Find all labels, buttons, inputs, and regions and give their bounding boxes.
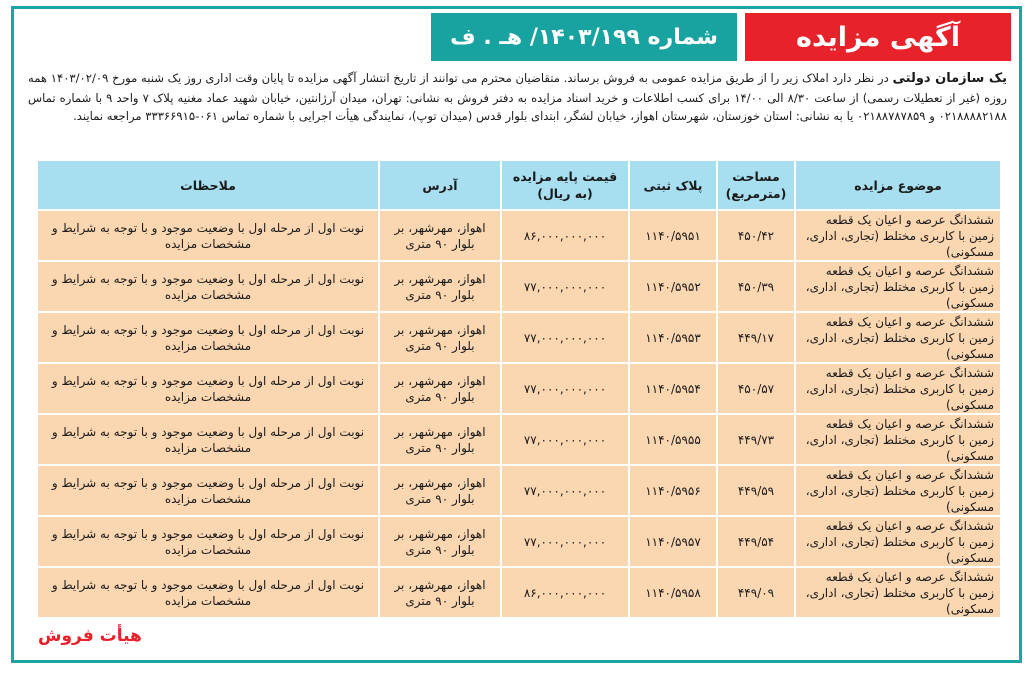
cell-area: ۴۵۰/۳۹ bbox=[718, 262, 794, 311]
cell-price: ۷۷,۰۰۰,۰۰۰,۰۰۰ bbox=[502, 364, 628, 413]
cell-plaque: ۱۱۴۰/۵۹۵۳ bbox=[630, 313, 716, 362]
cell-notes: نوبت اول از مرحله اول با وضعیت موجود و با توجه به شرایط و مشخصات مزایده bbox=[38, 466, 378, 515]
cell-subject: ششدانگ عرصه و اعیان یک قطعه زمین با کاربری مختلط (تجاری، اداری، مسکونی) bbox=[796, 313, 1000, 362]
cell-plaque: ۱۱۴۰/۵۹۵۲ bbox=[630, 262, 716, 311]
cell-plaque: ۱۱۴۰/۵۹۵۶ bbox=[630, 466, 716, 515]
cell-area: ۴۴۹/۵۹ bbox=[718, 466, 794, 515]
cell-notes: نوبت اول از مرحله اول با وضعیت موجود و با توجه به شرایط و مشخصات مزایده bbox=[38, 364, 378, 413]
cell-price: ۷۷,۰۰۰,۰۰۰,۰۰۰ bbox=[502, 466, 628, 515]
auction-table bbox=[36, 159, 1002, 619]
table-row bbox=[38, 262, 1000, 311]
table-row bbox=[38, 466, 1000, 515]
cell-address: اهواز، مهرشهر، بر بلوار ۹۰ متری bbox=[380, 262, 500, 311]
cell-plaque: ۱۱۴۰/۵۹۵۷ bbox=[630, 517, 716, 566]
cell-notes: نوبت اول از مرحله اول با وضعیت موجود و با توجه به شرایط و مشخصات مزایده bbox=[38, 415, 378, 464]
cell-notes: نوبت اول از مرحله اول با وضعیت موجود و با توجه به شرایط و مشخصات مزایده bbox=[38, 313, 378, 362]
intro-text: در نظر دارد املاک زیر را از طریق مزایده عمومی به فروش برساند. متقاضیان محترم می توانند از تاریخ انتشار آگهی مزایده تا پایان وقت اداری روز یک شنبه مورخ ۱۴۰۳/۰۲/۰۹ همه روزه (غیر از تعطیلات رسمی) از ساعت ۸/۳۰ الی ۱۴/۰۰ برای کسب اطلاعات و خرید اسناد مزایده به دفتر فروش به نشانی: تهران، میدان آرژانتین، خیابان شهید عماد مغنیه پلاک ۷ واحد ۹ با شماره تماس ۰۲۱۸۸۸۸۲۱۸۸ و ۰۲۱۸۸۷۸۷۸۵۹ یا به نشانی: استان خوزستان، شهرستان اهواز، خیابان لشگر، ابتدای بلوار قدس (میدان توپ)، نمایندگی هیأت اجرایی با شماره تماس ۰۶۱-۳۳۳۶۶۹۱۵ مراجعه نمایند. bbox=[28, 71, 1007, 123]
cell-plaque: ۱۱۴۰/۵۹۵۵ bbox=[630, 415, 716, 464]
cell-address: اهواز، مهرشهر، بر بلوار ۹۰ متری bbox=[380, 364, 500, 413]
cell-price: ۸۶,۰۰۰,۰۰۰,۰۰۰ bbox=[502, 211, 628, 260]
table-row bbox=[38, 313, 1000, 362]
header-address: آدرس bbox=[380, 161, 500, 209]
cell-subject: ششدانگ عرصه و اعیان یک قطعه زمین با کاربری مختلط (تجاری، اداری، مسکونی) bbox=[796, 262, 1000, 311]
cell-price: ۷۷,۰۰۰,۰۰۰,۰۰۰ bbox=[502, 313, 628, 362]
auction-notice bbox=[11, 6, 1022, 663]
cell-notes: نوبت اول از مرحله اول با وضعیت موجود و با توجه به شرایط و مشخصات مزایده bbox=[38, 568, 378, 617]
cell-notes: نوبت اول از مرحله اول با وضعیت موجود و با توجه به شرایط و مشخصات مزایده bbox=[38, 262, 378, 311]
cell-notes: نوبت اول از مرحله اول با وضعیت موجود و با توجه به شرایط و مشخصات مزایده bbox=[38, 211, 378, 260]
signature: هیأت فروش bbox=[38, 626, 142, 646]
cell-address: اهواز، مهرشهر، بر بلوار ۹۰ متری bbox=[380, 466, 500, 515]
header-notes: ملاحظات bbox=[38, 161, 378, 209]
intro-paragraph bbox=[28, 69, 1007, 126]
table-row bbox=[38, 415, 1000, 464]
notice-title: آگهی مزایده bbox=[745, 13, 1011, 61]
cell-plaque: ۱۱۴۰/۵۹۵۴ bbox=[630, 364, 716, 413]
cell-price: ۷۷,۰۰۰,۰۰۰,۰۰۰ bbox=[502, 517, 628, 566]
cell-price: ۷۷,۰۰۰,۰۰۰,۰۰۰ bbox=[502, 262, 628, 311]
cell-subject: ششدانگ عرصه و اعیان یک قطعه زمین با کاربری مختلط (تجاری، اداری، مسکونی) bbox=[796, 211, 1000, 260]
cell-address: اهواز، مهرشهر، بر بلوار ۹۰ متری bbox=[380, 517, 500, 566]
cell-address: اهواز، مهرشهر، بر بلوار ۹۰ متری bbox=[380, 568, 500, 617]
cell-address: اهواز، مهرشهر، بر بلوار ۹۰ متری bbox=[380, 415, 500, 464]
table-row bbox=[38, 517, 1000, 566]
table-row bbox=[38, 364, 1000, 413]
cell-area: ۴۴۹/۱۷ bbox=[718, 313, 794, 362]
cell-plaque: ۱۱۴۰/۵۹۵۸ bbox=[630, 568, 716, 617]
notice-number: شماره ۱۴۰۳/۱۹۹/ هـ . ف bbox=[431, 13, 737, 61]
cell-price: ۸۶,۰۰۰,۰۰۰,۰۰۰ bbox=[502, 568, 628, 617]
table-row bbox=[38, 211, 1000, 260]
header-subject: موضوع مزایده bbox=[796, 161, 1000, 209]
cell-subject: ششدانگ عرصه و اعیان یک قطعه زمین با کاربری مختلط (تجاری، اداری، مسکونی) bbox=[796, 466, 1000, 515]
cell-area: ۴۴۹/۷۳ bbox=[718, 415, 794, 464]
organization-name: یک سازمان دولتی bbox=[892, 71, 1008, 86]
header-area: مساحت (مترمربع) bbox=[718, 161, 794, 209]
header-plaque: پلاک ثبتی bbox=[630, 161, 716, 209]
cell-subject: ششدانگ عرصه و اعیان یک قطعه زمین با کاربری مختلط (تجاری، اداری، مسکونی) bbox=[796, 415, 1000, 464]
cell-area: ۴۵۰/۴۲ bbox=[718, 211, 794, 260]
cell-address: اهواز، مهرشهر، بر بلوار ۹۰ متری bbox=[380, 211, 500, 260]
table-row bbox=[38, 568, 1000, 617]
cell-area: ۴۵۰/۵۷ bbox=[718, 364, 794, 413]
header-price: قیمت پایه مزایده (به ریال) bbox=[502, 161, 628, 209]
cell-area: ۴۴۹/۰۹ bbox=[718, 568, 794, 617]
cell-subject: ششدانگ عرصه و اعیان یک قطعه زمین با کاربری مختلط (تجاری، اداری، مسکونی) bbox=[796, 517, 1000, 566]
cell-area: ۴۴۹/۵۴ bbox=[718, 517, 794, 566]
cell-subject: ششدانگ عرصه و اعیان یک قطعه زمین با کاربری مختلط (تجاری، اداری، مسکونی) bbox=[796, 568, 1000, 617]
cell-subject: ششدانگ عرصه و اعیان یک قطعه زمین با کاربری مختلط (تجاری، اداری، مسکونی) bbox=[796, 364, 1000, 413]
cell-plaque: ۱۱۴۰/۵۹۵۱ bbox=[630, 211, 716, 260]
cell-price: ۷۷,۰۰۰,۰۰۰,۰۰۰ bbox=[502, 415, 628, 464]
cell-notes: نوبت اول از مرحله اول با وضعیت موجود و با توجه به شرایط و مشخصات مزایده bbox=[38, 517, 378, 566]
cell-address: اهواز، مهرشهر، بر بلوار ۹۰ متری bbox=[380, 313, 500, 362]
table-header-row bbox=[38, 161, 1000, 209]
